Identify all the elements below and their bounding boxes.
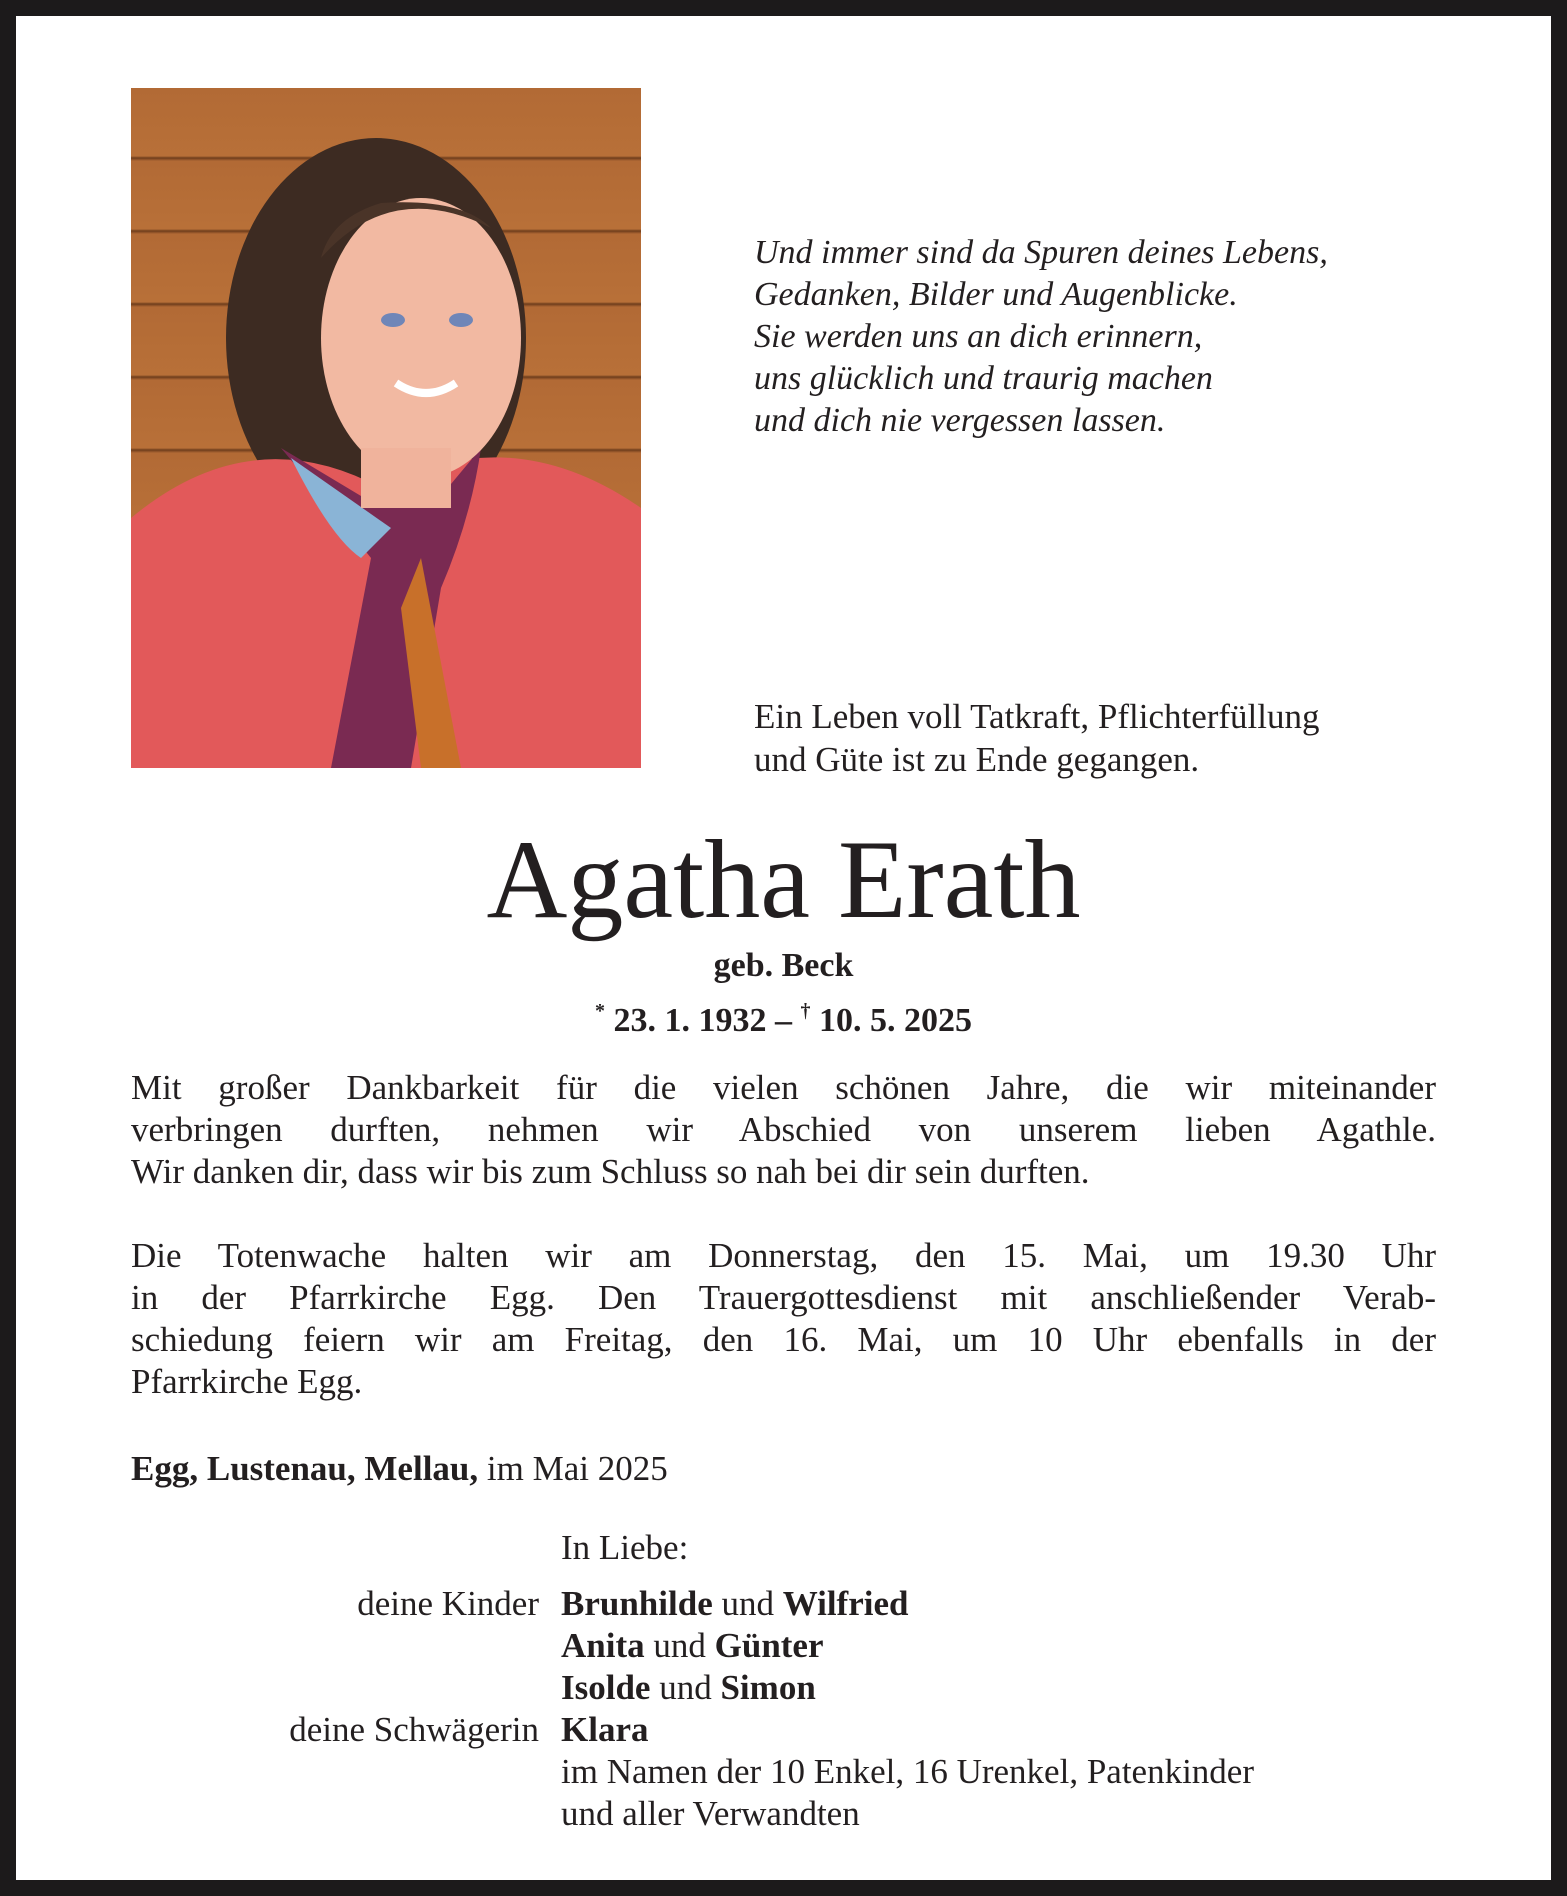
poem-line: und dich nie vergessen lassen. xyxy=(754,402,1166,439)
gratitude-paragraph xyxy=(131,1067,1436,1193)
and-text: und xyxy=(712,1584,783,1623)
closing-line: im Namen der 10 Enkel, 16 Urenkel, Patenkinder xyxy=(561,1752,1254,1791)
poem-line: uns glücklich und traurig machen xyxy=(754,360,1213,397)
birth-symbol: * xyxy=(595,1000,605,1022)
paragraph-line: Pfarrkirche Egg. xyxy=(131,1362,363,1401)
children-label: deine Kinder xyxy=(357,1584,539,1623)
place-date xyxy=(131,1448,668,1490)
and-text: und xyxy=(644,1626,715,1665)
paragraph-line: Wir danken dir, dass wir bis zum Schluss so nah bei dir sein durften. xyxy=(131,1152,1090,1191)
death-date: 10. 5. 2025 xyxy=(819,1002,972,1039)
paragraph-line: Die Totenwache halten wir am Donnerstag, den 15. Mai, um 19.30 Uhr xyxy=(131,1236,1436,1275)
birth-date: 23. 1. 1932 xyxy=(613,1002,767,1039)
spouse-name: Simon xyxy=(720,1668,816,1707)
lead-line: und Güte ist zu Ende gegangen. xyxy=(754,740,1200,779)
poem xyxy=(754,232,1328,442)
child-name: Brunhilde xyxy=(561,1584,713,1623)
child-couple xyxy=(561,1583,908,1625)
lead-line: Ein Leben voll Tatkraft, Pflichterfüllung xyxy=(754,697,1320,736)
birth-name: geb. Beck xyxy=(713,947,854,984)
death-symbol: † xyxy=(800,1000,811,1022)
paragraph-line: schiedung feiern wir am Freitag, den 16. Mai, um 10 Uhr ebenfalls in der xyxy=(131,1320,1436,1359)
portrait-photo xyxy=(131,88,641,768)
child-couple xyxy=(561,1667,816,1709)
child-name: Isolde xyxy=(561,1668,651,1707)
spouse-name: Günter xyxy=(714,1626,824,1665)
paragraph-line: Mit großer Dankbarkeit für die vielen schönen Jahre, die wir miteinander xyxy=(131,1068,1436,1107)
sister-in-law: Klara xyxy=(561,1710,649,1749)
poem-line: Sie werden uns an dich erinnern, xyxy=(754,318,1203,355)
child-name: Anita xyxy=(561,1626,645,1665)
life-dates xyxy=(0,990,1567,1042)
poem-line: Und immer sind da Spuren deines Lebens, xyxy=(754,234,1328,271)
deceased-name: Agatha Erath xyxy=(486,818,1081,942)
spouse-name: Wilfried xyxy=(782,1584,909,1623)
date-dash: – xyxy=(766,1002,801,1039)
signature-intro: In Liebe: xyxy=(561,1528,689,1567)
sister-in-law-name xyxy=(561,1709,648,1751)
paragraph-line: verbringen durften, nehmen wir Abschied von unserem lieben Agathle. xyxy=(131,1110,1436,1149)
closing-line: und aller Verwandten xyxy=(561,1794,860,1833)
service-paragraph xyxy=(131,1235,1436,1403)
poem-line: Gedanken, Bilder und Augenblicke. xyxy=(754,276,1238,313)
paragraph-line: in der Pfarrkirche Egg. Den Trauergottesdienst mit anschließender Verab- xyxy=(131,1278,1436,1317)
lead-text xyxy=(754,695,1320,781)
child-couple xyxy=(561,1625,824,1667)
date: im Mai 2025 xyxy=(478,1449,668,1488)
towns: Egg, Lustenau, Mellau, xyxy=(131,1449,479,1488)
and-text: und xyxy=(650,1668,721,1707)
sister-in-law-label: deine Schwägerin xyxy=(289,1710,539,1749)
